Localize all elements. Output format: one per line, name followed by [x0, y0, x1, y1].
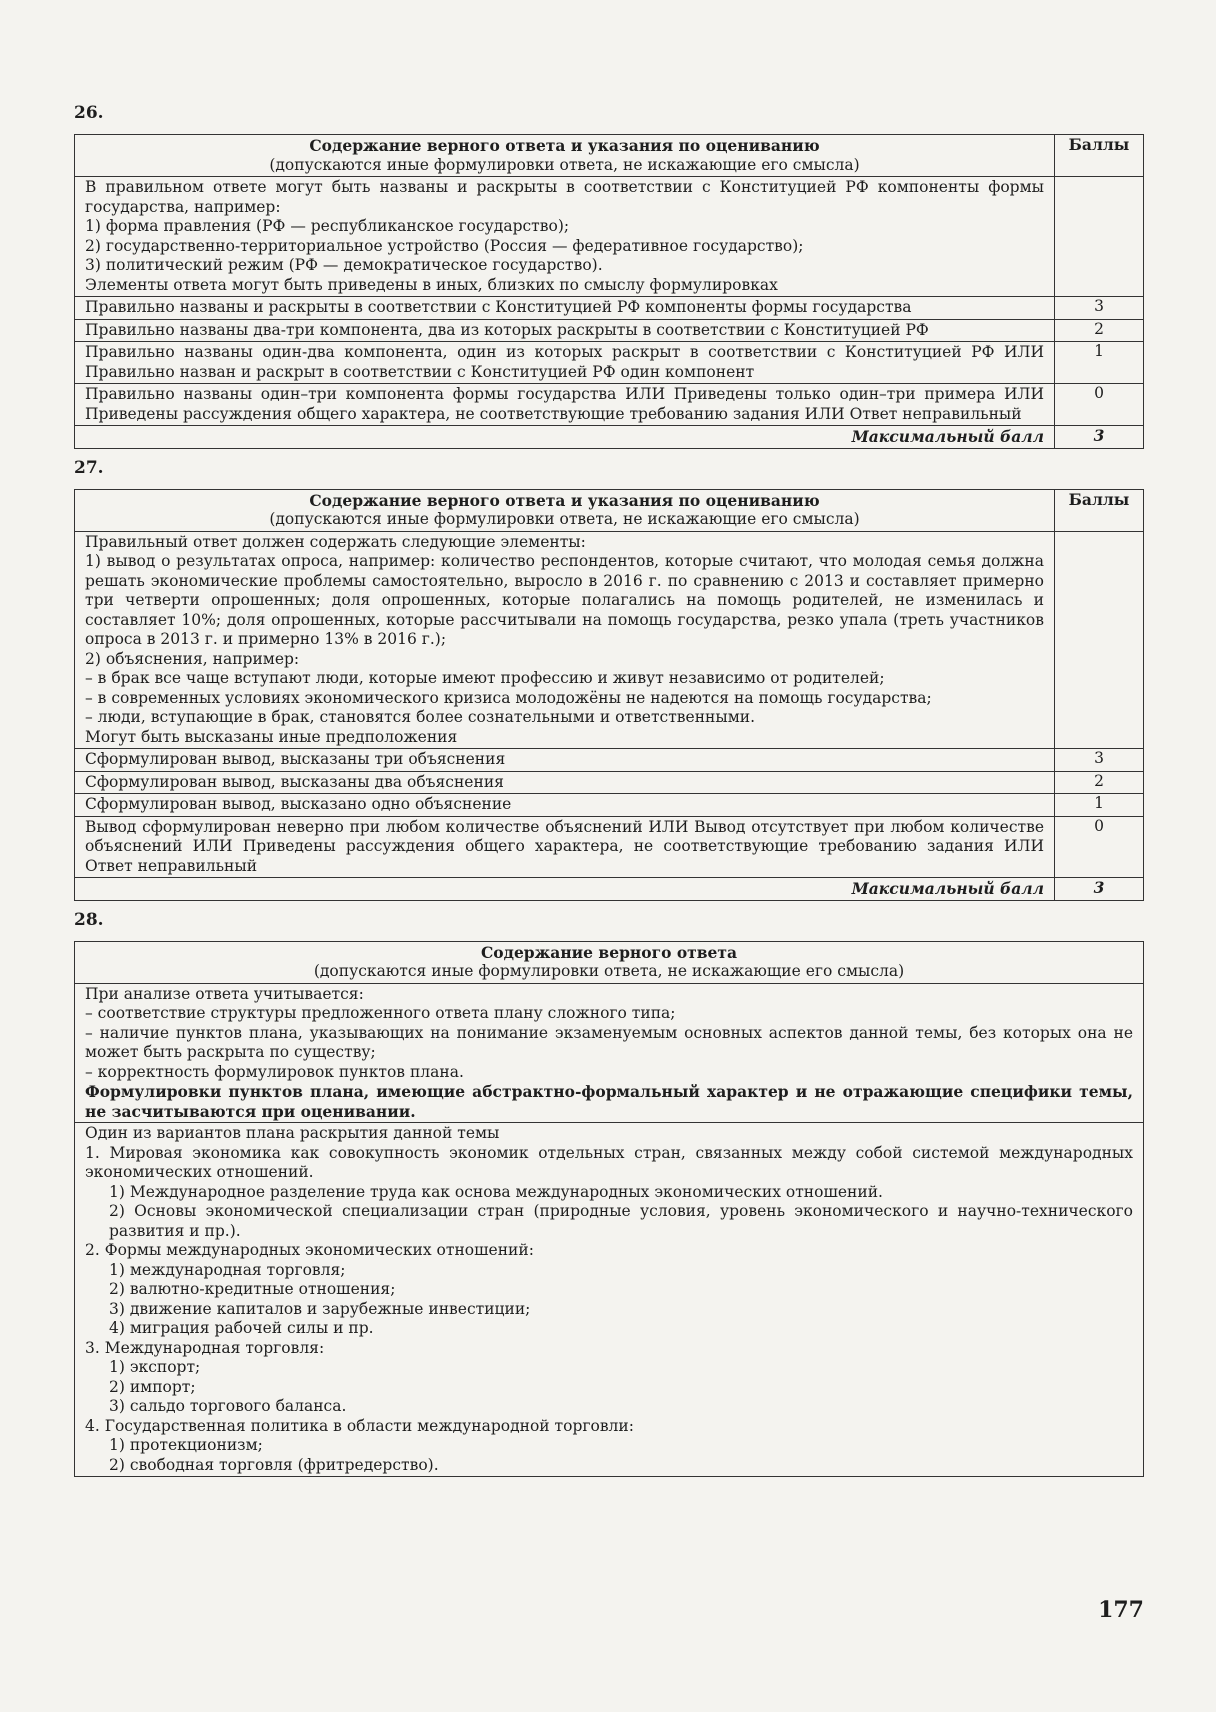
- max-score-value: 3: [1055, 878, 1144, 901]
- table-header-row: [75, 135, 1144, 177]
- plan-intro: Один из вариантов плана раскрытия данной темы: [85, 1124, 500, 1142]
- answer-content: [75, 531, 1055, 749]
- header-title: Содержание верного ответа: [480, 942, 738, 962]
- plan-content: [75, 1123, 1144, 1477]
- answer-content-row: [75, 177, 1144, 297]
- question-28-table: [74, 941, 1144, 1478]
- content-line: 1) вывод о результатах опроса, например: количество респондентов, которые считают, что молодая семья должна решать экономические проблемы самостоятельно, выросло в 2016 г. по сравнению с 2013 и составляет примерно три четверти опрошенных; доля опрошенных, которые полагались на помощь родителей, не изменилась и составляет 10%; доля опрошенных, которые рассчитывали на помощь государства, резко упала (треть участников опроса в 2013 г. и примерно 13% в 2016 г.);: [85, 552, 1044, 648]
- criteria-points: 0: [1055, 384, 1144, 426]
- answer-content-row: [75, 531, 1144, 749]
- content-line: В правильном ответе могут быть названы и раскрыты в соответствии с Конституцией РФ компоненты формы государства, например:: [85, 178, 1044, 216]
- content-line: Правильный ответ должен содержать следующие элементы:: [85, 532, 586, 551]
- header-subtitle: (допускаются иные формулировки ответа, не искажающие его смысла): [313, 962, 905, 980]
- content-line: 2) объяснения, например:: [85, 649, 300, 668]
- plan-subitem: 1) Международное разделение труда как основа международных экономических отношений.: [109, 1182, 883, 1201]
- plan-subitem: 2) Основы экономической специализации стран (природные условия, уровень экономического и научно-технического развития и пр.).: [109, 1202, 1133, 1240]
- max-score-label: Максимальный балл: [75, 878, 1055, 901]
- analysis-line: – соответствие структуры предложенного ответа плану сложного типа;: [85, 1004, 676, 1022]
- content-line: – в современных условиях экономического кризиса молодожёны не надеются на помощь государства;: [85, 688, 932, 707]
- content-line: 3) политический режим (РФ — демократическое государство).: [85, 256, 603, 274]
- criteria-points: 2: [1055, 771, 1144, 794]
- page-content: [74, 102, 1144, 1477]
- criteria-text: Сформулирован вывод, высказаны два объяснения: [75, 771, 1055, 794]
- header-title: Содержание верного ответа и указания по оцениванию: [309, 136, 820, 155]
- plan-subitem: 1) экспорт;: [109, 1358, 201, 1376]
- criteria-row: [75, 384, 1144, 426]
- criteria-points: 1: [1055, 342, 1144, 384]
- table-header-content: [75, 489, 1055, 531]
- criteria-text: Правильно названы один–три компонента формы государства ИЛИ Приведены только один–три примера ИЛИ Приведены рассуждения общего характера, не соответствующие требованию задания ИЛИ Ответ неправильный: [75, 384, 1055, 426]
- content-line: – люди, вступающие в брак, становятся более сознательными и ответственными.: [85, 708, 756, 726]
- criteria-points: 3: [1055, 749, 1144, 772]
- criteria-text: Правильно названы и раскрыты в соответствии с Конституцией РФ компоненты формы государства: [75, 297, 1055, 320]
- criteria-text: Вывод сформулирован неверно при любом количестве объяснений ИЛИ Вывод отсутствует при любом количестве объяснений ИЛИ Приведены рассуждения общего характера, не соответствующие требованию задания ИЛИ Ответ неправильный: [75, 816, 1055, 878]
- max-score-row: [75, 426, 1144, 449]
- question-26-number: 26.: [74, 103, 104, 123]
- header-title: Содержание верного ответа и указания по оцениванию: [309, 490, 820, 510]
- header-subtitle: (допускаются иные формулировки ответа, не искажающие его смысла): [269, 155, 860, 174]
- header-subtitle: (допускаются иные формулировки ответа, не искажающие его смысла): [269, 510, 860, 528]
- max-score-row: [75, 878, 1144, 901]
- plan-subitem: 1) международная торговля;: [109, 1260, 346, 1279]
- max-score-value: 3: [1055, 426, 1144, 449]
- analysis-note: Формулировки пунктов плана, имеющие абстрактно-формальный характер и не отражающие специфики темы, не засчитываются при оценивании.: [85, 1082, 1133, 1121]
- criteria-row: [75, 749, 1144, 772]
- table-header-content: [75, 941, 1144, 983]
- page-number: 177: [1098, 1597, 1144, 1623]
- analysis-content: [75, 983, 1144, 1123]
- criteria-points: 0: [1055, 816, 1144, 878]
- table-header-row: [75, 941, 1144, 983]
- criteria-points: 3: [1055, 297, 1144, 320]
- content-line: 2) государственно-территориальное устройство (Россия — федеративное государство);: [85, 236, 804, 255]
- plan-subitem: 3) движение капиталов и зарубежные инвестиции;: [109, 1299, 531, 1318]
- content-line: – в брак все чаще вступают люди, которые имеют профессию и живут независимо от родителей;: [85, 669, 885, 687]
- criteria-row: [75, 816, 1144, 878]
- criteria-row: [75, 319, 1144, 342]
- plan-item: 3. Международная торговля:: [85, 1338, 325, 1357]
- content-line: Элементы ответа могут быть приведены в иных, близких по смыслу формулировках: [85, 275, 778, 294]
- plan-item: 2. Формы международных экономических отношений:: [85, 1241, 534, 1259]
- question-26-table: [74, 134, 1144, 449]
- table-header-row: [75, 489, 1144, 531]
- plan-subitem: 1) протекционизм;: [109, 1436, 263, 1454]
- question-27-number: 27.: [74, 457, 104, 478]
- max-score-label: Максимальный балл: [75, 426, 1055, 449]
- analysis-row: [75, 983, 1144, 1123]
- plan-item: 4. Государственная политика в области международной торговли:: [85, 1416, 634, 1435]
- criteria-row: [75, 342, 1144, 384]
- analysis-line: – наличие пунктов плана, указывающих на понимание экзаменуемым основных аспектов данной темы, без которых она не может быть раскрыта по существу;: [85, 1023, 1133, 1061]
- header-points: Баллы: [1055, 135, 1144, 177]
- plan-subitem: 4) миграция рабочей силы и пр.: [109, 1319, 374, 1337]
- plan-subitem: 2) валютно-кредитные отношения;: [109, 1280, 396, 1298]
- criteria-text: Сформулирован вывод, высказано одно объяснение: [75, 794, 1055, 817]
- criteria-text: Правильно названы один-два компонента, один из которых раскрыт в соответствии с Конституцией РФ ИЛИ Правильно назван и раскрыт в соответствии с Конституцией РФ один компонент: [75, 342, 1055, 384]
- content-line: Могут быть высказаны иные предположения: [85, 727, 458, 746]
- criteria-points: 1: [1055, 794, 1144, 817]
- criteria-row: [75, 297, 1144, 320]
- criteria-text: Правильно названы два-три компонента, два из которых раскрыты в соответствии с Конституцией РФ: [75, 319, 1055, 342]
- question-27-table: [74, 489, 1144, 901]
- analysis-line: – корректность формулировок пунктов плана.: [85, 1062, 464, 1081]
- criteria-row: [75, 771, 1144, 794]
- question-28-number: 28.: [74, 909, 104, 930]
- header-points: Баллы: [1055, 489, 1144, 531]
- plan-subitem: 3) сальдо торгового баланса.: [109, 1397, 347, 1415]
- answer-content: [75, 177, 1055, 297]
- criteria-row: [75, 794, 1144, 817]
- criteria-text: Сформулирован вывод, высказаны три объяснения: [75, 749, 1055, 772]
- plan-row: [75, 1123, 1144, 1477]
- plan-subitem: 2) импорт;: [109, 1377, 196, 1396]
- content-line: 1) форма правления (РФ — республиканское государство);: [85, 217, 570, 235]
- analysis-line: При анализе ответа учитывается:: [85, 984, 364, 1003]
- criteria-points: 2: [1055, 319, 1144, 342]
- plan-item: 1. Мировая экономика как совокупность экономик отдельных стран, связанных между собой системой международных экономических отношений.: [85, 1143, 1133, 1181]
- table-header-content: [75, 135, 1055, 177]
- plan-subitem: 2) свободная торговля (фритредерство).: [109, 1455, 439, 1474]
